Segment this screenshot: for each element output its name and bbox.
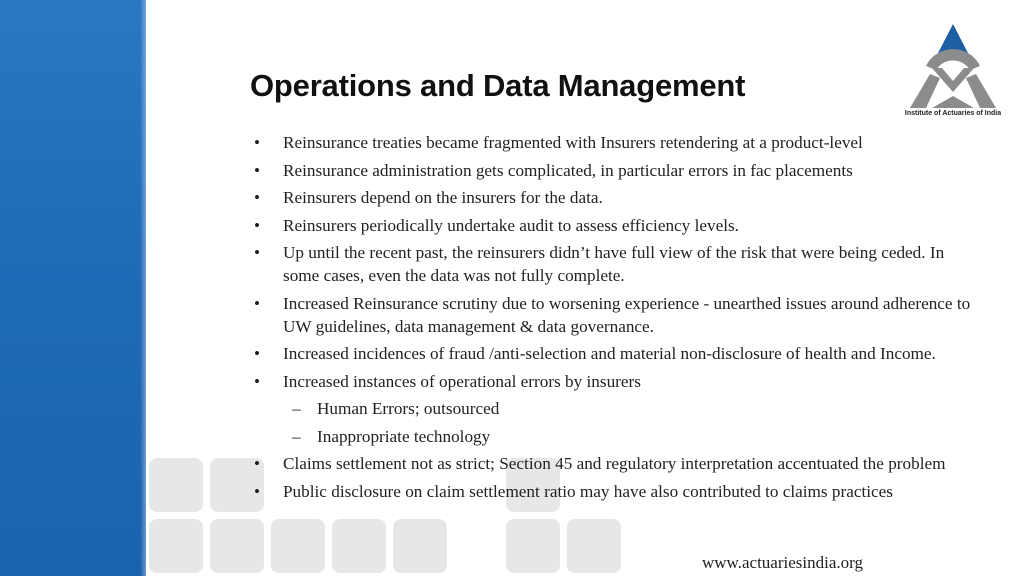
bullet-item [254,342,974,365]
bullet-item [254,159,974,182]
bullet-list [254,131,974,507]
bullet-item [254,131,974,154]
footer-url[interactable]: www.actuariesindia.org [702,553,863,572]
sub-bullet-item [254,425,974,448]
bullet-item [254,292,974,338]
left-accent-band [0,0,146,576]
bullet-text: Claims settlement not as strict; Section 45 and regulatory interpretation accentuated the problem [283,454,946,473]
sub-bullet-text: Inappropriate technology [317,426,491,446]
bullet-item [254,370,974,393]
bullet-item [254,186,974,209]
logo-org-name: Institute of Actuaries of India [904,110,1002,117]
bullet-text: Increased Reinsurance scrutiny due to worsening experience - unearthed issues around adherence to UW guidelines, data management & data governance. [283,293,971,336]
bullet-text: Reinsurance administration gets complicated, in particular errors in fac placements [283,160,853,180]
sub-bullet-text: Human Errors; outsourced [317,399,500,418]
institute-logo [904,22,1002,122]
bullet-text: Increased incidences of fraud /anti-selection and material non-disclosure of health and Income. [283,344,936,363]
slide-title: Operations and Data Management [250,68,746,103]
bullet-text: Reinsurers depend on the insurers for the data. [283,188,603,207]
bullet-item [254,214,974,237]
bullet-text: Public disclosure on claim settlement ratio may have also contributed to claims practices [283,481,893,501]
bullet-item [254,452,974,475]
bullet-text: Increased instances of operational errors by insurers [283,371,641,391]
bullet-text: Reinsurers periodically undertake audit to assess efficiency levels. [283,215,739,235]
sub-bullet-item [254,397,974,420]
bullet-text: Up until the recent past, the reinsurers didn’t have full view of the risk that were being ceded. In some cases, even the data was not fully complete. [283,243,945,285]
bullet-item [254,241,974,287]
bullet-text: Reinsurance treaties became fragmented with Insurers retendering at a product-level [283,133,863,152]
logo-emblem-icon [904,22,1002,110]
bullet-item [254,480,974,503]
